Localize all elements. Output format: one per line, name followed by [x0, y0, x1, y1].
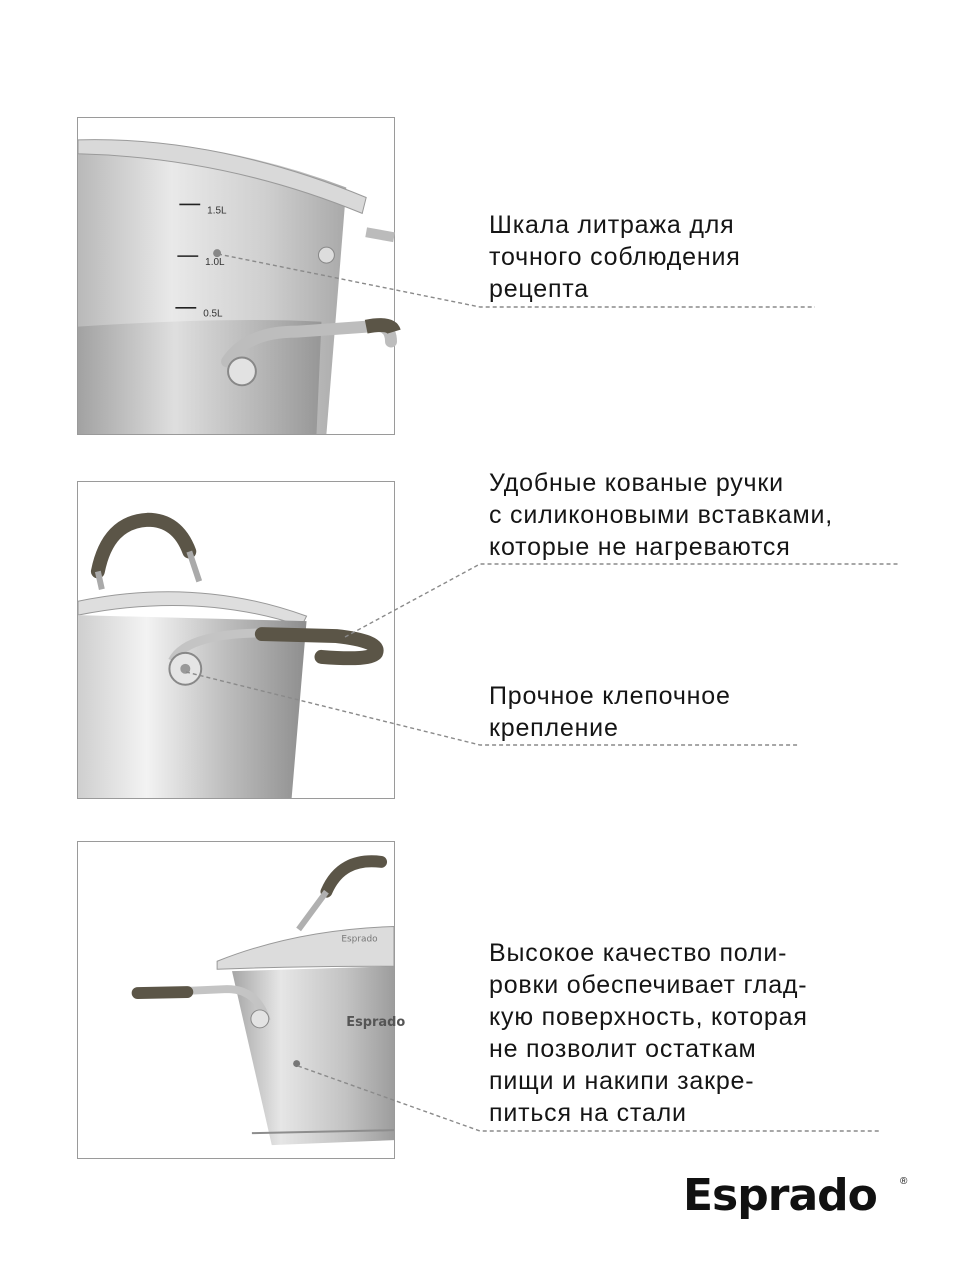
lid-knob-handle [98, 520, 189, 572]
scale-pointer-dot [213, 249, 221, 257]
leader-line-handles [345, 564, 900, 637]
silicone-insert [138, 992, 188, 993]
feature-text-rivets: Прочное клепочное крепление [489, 682, 731, 742]
silicone-insert [366, 325, 394, 332]
feature-text-scale: Шкала литража для точного соблюдения рецепта [489, 211, 741, 303]
product-photo-handles [77, 481, 395, 799]
product-photo-scale [77, 117, 395, 435]
product-photo-polish [77, 841, 406, 1159]
pot-handles-illustration [78, 482, 394, 798]
rivet-icon [228, 357, 256, 385]
polish-pointer-dot [293, 1060, 300, 1067]
pot-interior-illustration [78, 118, 394, 434]
lid-knob-handle [326, 861, 381, 891]
lid-brand-engraving: Esprado [341, 934, 378, 945]
pot-brand-engraving: Esprado [346, 1014, 406, 1030]
pot-side-illustration [78, 842, 406, 1158]
feature-text-handles: Удобные кованые ручки с силиконовыми вставками, которые не нагреваются [489, 469, 833, 561]
scale-label-1-0: 1.0L [205, 257, 225, 269]
brand-logo: Esprado [683, 1170, 877, 1221]
lid [217, 926, 394, 969]
feature-text-polish: Высокое качество поли- ровки обеспечивает глад- кую поверхность, которая не позволит остаткам пищи и накипи закре- питься на стали [489, 939, 808, 1127]
rivet-icon [318, 247, 334, 263]
rivet-icon [251, 1010, 269, 1028]
registered-mark: ® [900, 1176, 908, 1187]
scale-label-0-5: 0.5L [203, 308, 223, 320]
scale-label-1-5: 1.5L [207, 205, 227, 217]
